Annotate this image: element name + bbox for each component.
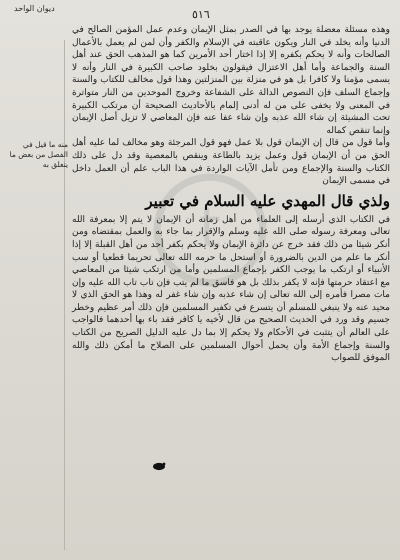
- ink-blot-icon: [152, 462, 166, 471]
- margin-note: منه ما قيل في الفصل من بعض ما يتعلق به: [9, 140, 68, 169]
- svg-text:t: t: [199, 196, 221, 261]
- paragraph: وأما قول من قال إن الإيمان قول بلا عمل فهو قول المرجئة وهو مخالف لما عليه أهل الحق من أن الإيمان قول وعمل يزيد بالطاعة وينقص بالمعصية وقد دل على ذلك الكتاب والسنة والإجماع ومن تأمل الآيات الواردة في هذا الباب علم أن العمل داخل في مسمى الإيمان: [72, 138, 390, 187]
- paragraph: في الكتاب الذي أرسله إلى العلماء من أهل زمانه أن الإيمان لا يتم إلا بمعرفة الله تعالى ومعرفة رسوله صلى الله عليه وسلم والإقرار بما جاء به والعمل بمقتضاه ومن أنكر شيئا من ذلك فقد خرج عن دائرة الإيمان ولا يحكم بكفر أحد من أهل القبلة إلا إذا أنكر ما علم من الدين بالضرورة أو استحل ما حرمه الله تعالى تحريما قطعيا أو سب الأنبياء أو ارتكب ما يوجب الكفر بإجماع المسلمين وأما من ارتكب شيئا من المعاصي مع اعتقاد حرمتها فإنه لا يكفر بذلك بل هو فاسق ما لم يتب فإن تاب تاب الله عليه وإن مات مصرا فأمره إلى الله تعالى إن شاء عذبه وإن شاء غفر له وهذا هو الحق الذي لا محيد عنه ولا ينبغي للمسلم أن يتسرع في تكفير المسلمين فإن ذلك أمر عظيم وخطر جسيم وقد ورد في الحديث الصحيح من قال لأخيه يا كافر فقد باء بها أحدهما فالواجب على العالم أن يتثبت في الأحكام ولا يحكم إلا بما دل عليه الدليل الصريح من الكتاب والسنة وإجماع الأمة وأن يحمل أحوال المسلمين على الصلاح ما أمكن ذلك والله الموفق للصواب: [72, 214, 390, 364]
- manuscript-text: [72, 24, 390, 554]
- section-heading: ولذي قال المهدي عليه السلام في تعبير: [145, 191, 390, 210]
- header-note: ديوان الواحد: [14, 4, 55, 13]
- paragraph: وهذه مسئلة معضلة يوجد بها في الصدر بمثل الإيمان وعدم عمل المؤمن الصالح في الدنيا وأنه يخلد في النار ويكون عاقبته في الإسلام والكفر وأن لمن لم يعمل بالأعمال الصالحات وأنه لا يحكم بكفره إلا إذا اختار أحد الأمرين كما هو المذهب الحق عند أهل السنة والجماعة وأما أهل الاعتزال فيقولون بخلود صاحب الكبيرة في النار وأنه لا يسمى مؤمنا ولا كافرا بل هو في منزلة بين المنزلتين وهذا قول مخالف للكتاب والسنة وإجماع السلف فإن النصوص الدالة على الشفاعة وخروج الموحدين من النار متواترة في المعنى ولا يخفى على من له أدنى إلمام بالأحاديث الصحيحة أن مرتكب الكبيرة تحت المشيئة إن شاء الله عذبه وإن شاء عفا عنه فإن المعاصي لا تزيل أصل الإيمان وإنما تنقص كماله: [72, 25, 390, 136]
- margin-rule: [64, 40, 65, 550]
- page-number: ٥١٦: [192, 8, 210, 21]
